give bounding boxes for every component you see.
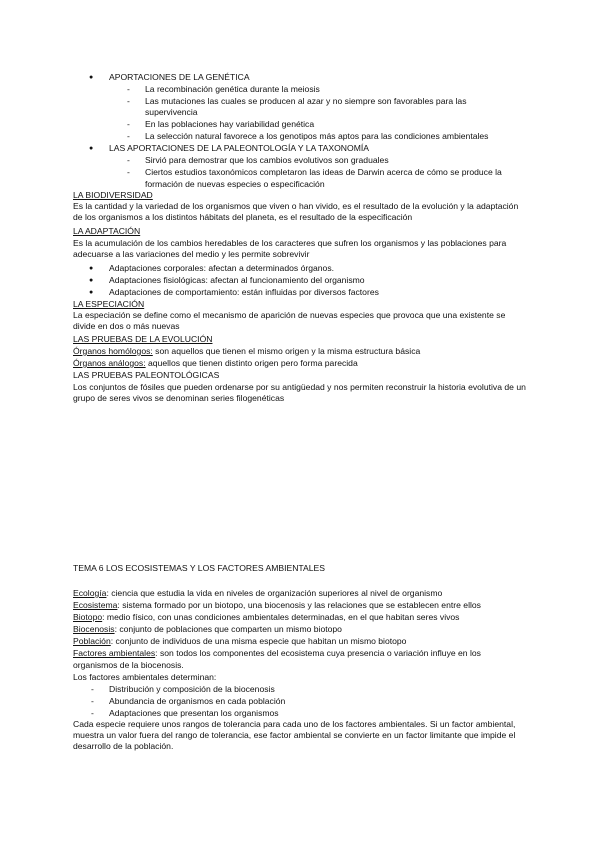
analogous-text: aquellos que tienen distinto origen pero forma parecida xyxy=(145,358,358,368)
homologous-term: Órganos homólogos: xyxy=(73,346,153,356)
tolerance-text: Cada especie requiere unos rangos de tolerancia para cada uno de los factores ambientales. Si un factor ambiental, muestra un valor fuera del rango de tolerancia, ese factor ambiental se convierte en un factor limitante que impide el desarrollo de la población. xyxy=(73,719,516,752)
biodiversity-text: Es la cantidad y la variedad de los organismos que viven o han vivido, es el resultado de la evolución y la adaptación de los organismos a los distintos hábitats del planeta, es el resultado de la especificación xyxy=(73,201,519,223)
paleo-item: Ciertos estudios taxonómicos completaron las ideas de Darwin acerca de cómo se produce la xyxy=(145,167,502,177)
definition-line xyxy=(73,624,342,635)
definition-term: Ecología xyxy=(73,588,107,598)
paleo-item: Sirvió para demostrar que los cambios evolutivos son graduales xyxy=(145,155,389,165)
analogous-line xyxy=(73,358,358,369)
factors-item: Adaptaciones que presentan los organismos xyxy=(109,708,279,718)
dash: - xyxy=(127,119,130,129)
analogous-term: Órganos análogos: xyxy=(73,358,146,368)
definition-line xyxy=(73,588,442,599)
homologous-text: son aquellos que tienen el mismo origen y la misma estructura básica xyxy=(152,346,421,356)
factors-item: Distribución y composición de la biocenosis xyxy=(109,684,275,694)
biodiversity-heading: LA BIODIVERSIDAD xyxy=(73,190,153,200)
dash: - xyxy=(127,96,130,106)
factors-item: Abundancia de organismos en cada población xyxy=(109,696,286,706)
adaptation-item: Adaptaciones fisiológicas: afectan al funcionamiento del organismo xyxy=(109,275,365,285)
factors-intro: Los factores ambientales determinan: xyxy=(73,672,217,682)
paleo-evidence-heading: LAS PRUEBAS PALEONTOLÓGICAS xyxy=(73,370,220,380)
genetics-title: APORTACIONES DE LA GENÉTICA xyxy=(109,72,250,82)
definition-line xyxy=(73,612,459,623)
definition-term: Población xyxy=(73,636,111,646)
genetics-item: La selección natural favorece a los genotipos más aptos para las condiciones ambientales xyxy=(145,131,489,141)
dash: - xyxy=(127,131,130,141)
definition-term: Biocenosis xyxy=(73,624,115,634)
bullet-adaptation: ● xyxy=(89,265,94,272)
definition-line xyxy=(73,600,481,611)
definition-text: : ciencia que estudia la vida en niveles de organización superiores al nivel de organismo xyxy=(106,588,443,598)
bullet-adaptation: ● xyxy=(89,277,94,284)
definition-term: Factores ambientales xyxy=(73,648,156,658)
genetics-item: Las mutaciones las cuales se producen al azar y no siempre son favorables para las xyxy=(145,96,467,106)
speciation-text: La especiación se define como el mecanismo de aparición de nuevas especies que provoca que una existente se divide en dos o más nuevas xyxy=(73,310,506,332)
definition-term: Biotopo xyxy=(73,612,103,622)
dash: - xyxy=(127,155,130,165)
paleo-evidence-text: Los conjuntos de fósiles que pueden ordenarse por su antigüedad y nos permiten reconstruir la historia evolutiva de un grupo de seres vivos se denominan series filogenéticas xyxy=(73,382,526,404)
paleo-item: formación de nuevas especies o especificación xyxy=(145,179,325,189)
definition-text: : son todos los componentes del ecosistema cuya presencia o variación influye en los xyxy=(155,648,481,658)
dash: - xyxy=(91,696,94,706)
genetics-item: supervivencia xyxy=(145,107,198,117)
definition-continuation: organismos de la biocenosis. xyxy=(73,660,184,670)
adaptation-item: Adaptaciones de comportamiento: están influidas por diversos factores xyxy=(109,287,379,297)
adaptation-text: Es la acumulación de los cambios heredables de los caracteres que sufren los organismos y las poblaciones para adecuarse a las variaciones del medio y les permite sobrevivir xyxy=(73,238,507,260)
definition-text: : sistema formado por un biotopo, una biocenosis y las relaciones que se establecen entre ellos xyxy=(117,600,481,610)
adaptation-heading: LA ADAPTACIÓN xyxy=(73,226,141,236)
adaptation-item: Adaptaciones corporales: afectan a determinados órganos. xyxy=(109,263,335,273)
definition-text: : conjunto de poblaciones que comparten un mismo biotopo xyxy=(114,624,342,634)
definition-term: Ecosistema xyxy=(73,600,118,610)
genetics-item: La recombinación genética durante la meiosis xyxy=(145,84,320,94)
definition-text: : conjunto de individuos de una misma especie que habitan un mismo biotopo xyxy=(110,636,407,646)
dash: - xyxy=(91,684,94,694)
section2-title: TEMA 6 LOS ECOSISTEMAS Y LOS FACTORES AMBIENTALES xyxy=(73,563,326,573)
definition-line xyxy=(73,648,481,659)
bullet-adaptation: ● xyxy=(89,289,94,296)
bullet-paleo: ● xyxy=(89,145,94,152)
evidence-heading: LAS PRUEBAS DE LA EVOLUCIÓN xyxy=(73,334,213,344)
genetics-item: En las poblaciones hay variabilidad genética xyxy=(145,119,315,129)
dash: - xyxy=(127,167,130,177)
homologous-line xyxy=(73,346,420,357)
definition-line xyxy=(73,636,406,647)
definition-text: : medio físico, con unas condiciones ambientales determinadas, en el que habitan seres vivos xyxy=(102,612,460,622)
speciation-heading: LA ESPECIACIÓN xyxy=(73,299,145,309)
paleo-title: LAS APORTACIONES DE LA PALEONTOLOGÍA Y LA TAXONOMÍA xyxy=(109,143,369,153)
dash: - xyxy=(127,84,130,94)
dash: - xyxy=(91,708,94,718)
bullet-genetics: ● xyxy=(89,74,94,81)
